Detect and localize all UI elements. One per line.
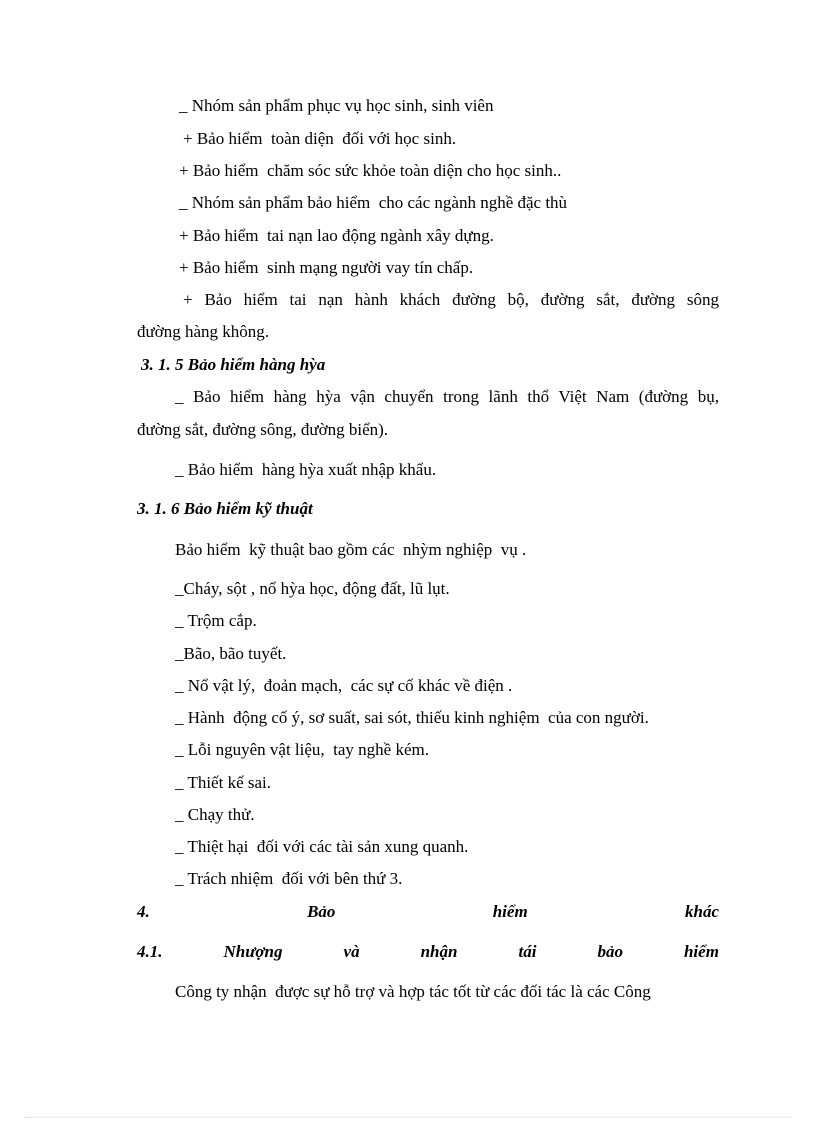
technical-item-theft: _ Trộm cắp. <box>175 611 257 630</box>
item-student-health: + Bảo hiểm chăm sóc sức khỏe toàn diện cho học sinh.. <box>179 161 562 180</box>
reinsurance-paragraph: Công ty nhận được sự hỗ trợ và hợp tác tốt từ các đối tác là các Công <box>175 982 651 1001</box>
cargo-import-export: _ Bảo hiểm hàng hỳa xuất nhập khẩu. <box>175 460 437 479</box>
technical-item-electrical: _ Nổ vật lý, đoản mạch, các sự cố khác về điện . <box>175 676 513 695</box>
heading-word: hiểm <box>683 942 719 961</box>
technical-item-third-party: _ Trách nhiệm đối với bên thứ 3. <box>175 869 403 888</box>
heading-word: Bảo <box>307 902 336 921</box>
technical-intro: Bảo hiểm kỹ thuật bao gồm các nhỳm nghiệp vụ . <box>175 540 527 559</box>
technical-item-surrounding: _ Thiệt hại đối với các tài sản xung quanh. <box>175 837 469 856</box>
technical-item-materials: _ Lỗi nguyên vật liệu, tay nghề kém. <box>175 740 429 759</box>
technical-item-storm: _Bão, bão tuyết. <box>175 644 287 663</box>
technical-item-fire: _Cháy, sột , nổ hỳa học, động đất, lũ lụt. <box>175 579 450 598</box>
section-heading-reinsurance <box>137 942 719 962</box>
cargo-domestic-cont: đường sắt, đường sông, đường biển). <box>137 420 389 439</box>
heading-word: hiểm <box>492 902 528 921</box>
section-heading-other <box>137 902 719 922</box>
heading-word: bảo <box>597 942 623 961</box>
heading-word: và <box>343 942 360 961</box>
section-heading-technical: 3. 1. 6 Bảo hiểm kỹ thuật <box>137 499 313 518</box>
technical-item-testing: _ Chạy thử. <box>175 805 255 824</box>
heading-word: Nhượng <box>223 942 283 961</box>
page-bottom-rule <box>24 1117 792 1118</box>
item-construction-accident: + Bảo hiểm tai nạn lao động ngành xây dựng. <box>179 226 494 245</box>
item-student-comprehensive: + Bảo hiểm toàn diện đối với học sinh. <box>183 129 457 148</box>
technical-item-design: _ Thiết kế sai. <box>175 773 271 792</box>
heading-word: nhận <box>420 942 458 961</box>
heading-word: 4. <box>137 902 150 921</box>
item-passenger-accident-cont: đường hàng không. <box>137 322 269 341</box>
bullet-student-products: _ Nhóm sản phẩm phục vụ học sinh, sinh viên <box>179 96 494 115</box>
heading-word: khác <box>684 902 719 921</box>
cargo-domestic: _ Bảo hiểm hàng hỳa vận chuyển trong lãnh thổ Việt Nam (đường bụ, <box>175 387 719 406</box>
bullet-special-trades: _ Nhóm sản phẩm bảo hiểm cho các ngành nghề đặc thù <box>179 193 568 212</box>
technical-item-human-error: _ Hành động cố ý, sơ suất, sai sót, thiếu kinh nghiệm của con người. <box>175 708 649 727</box>
item-passenger-accident: + Bảo hiểm tai nạn hành khách đường bộ, đường sắt, đường sông <box>183 290 719 309</box>
section-heading-cargo: 3. 1. 5 Bảo hiểm hàng hỳa <box>141 355 326 374</box>
heading-word: tái <box>518 942 537 961</box>
heading-word: 4.1. <box>137 942 163 961</box>
item-borrower-life: + Bảo hiểm sinh mạng người vay tín chấp. <box>179 258 474 277</box>
